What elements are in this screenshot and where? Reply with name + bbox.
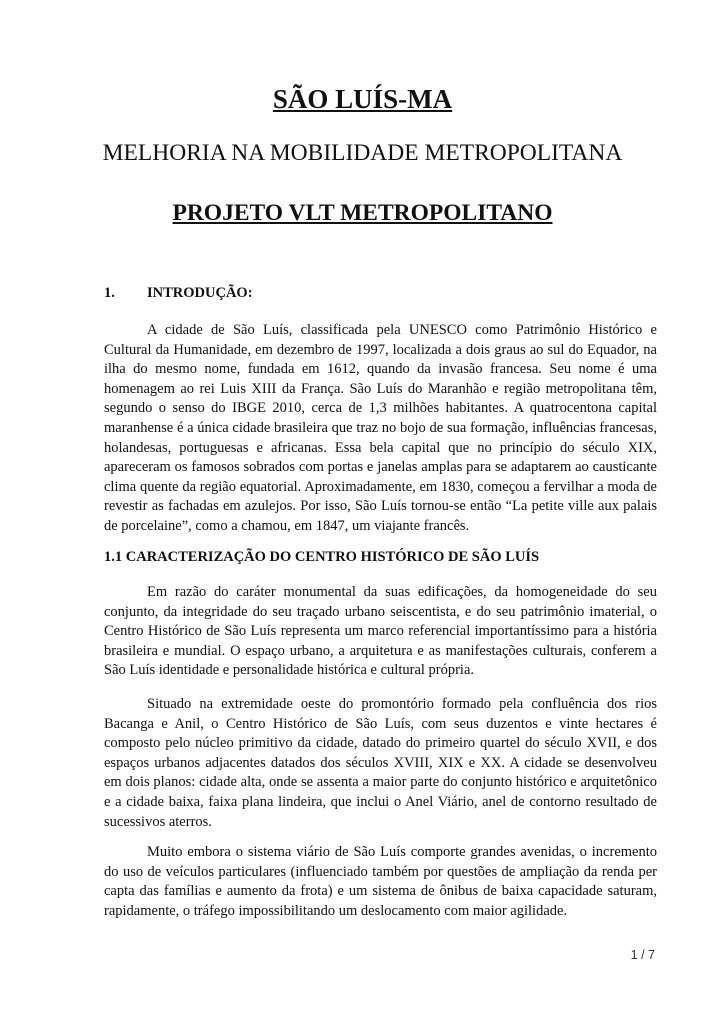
- section-1-body: [104, 321, 657, 537]
- paragraph: A cidade de São Luís, classificada pela UNESCO como Patrimônio Histórico e Cultural da Humanidade, em dezembro de 1997, localizada a dois graus ao sul do Equador, na ilha do mesmo nome, fundada em 1612, quando da invasão francesa. Seu nome é uma homenagem ao rei Luis XIII da França. São Luís do Maranhão e região metropolitana têm, segundo o senso do IBGE 2010, cerca de 1,3 milhões habitantes. A quatrocentona capital maranhense é a única cidade brasileira que traz no bojo de sua formação, influências francesas, holandesas, portuguesas e africanas. Essa bela capital que no princípio do século XIX, apareceram os famosos sobrados com portas e janelas amplas para se adaptarem ao causticante clima quente da região equatorial. Aproximadamente, em 1830, começou a fervilhar a moda de revestir as fachadas em azulejos. Por isso, São Luís tornou-se então “La petite ville aux palais de porcelaine”, como a chamou, em 1847, um viajante francês.: [104, 322, 657, 534]
- page-number: 1 / 7: [630, 948, 655, 962]
- document-title: SÃO LUÍS-MA: [272, 84, 453, 114]
- project-title: PROJETO VLT METROPOLITANO: [172, 200, 553, 226]
- section-1-1-paragraph-3: [104, 843, 657, 921]
- section-1-1-paragraph-2: [104, 695, 657, 832]
- paragraph: Muito embora o sistema viário de São Luís comporte grandes avenidas, o incremento do uso de veículos particulares (influenciado também por questões de ampliação da renda per capta das famílias e aumento da frota) e um sistema de ônibus de baixa capacidade saturam, rapidamente, o tráfego impossibilitando um deslocamento com maior agilidade.: [104, 844, 657, 919]
- section-1-1-heading: 1.1 CARACTERIZAÇÃO DO CENTRO HISTÓRICO DE SÃO LUÍS: [104, 549, 540, 565]
- section-1-heading-text: INTRODUÇÃO:: [147, 285, 253, 301]
- section-1-1-paragraph-1: [104, 583, 657, 681]
- paragraph: Situado na extremidade oeste do promontório formado pela confluência dos rios Bacanga e Anil, o Centro Histórico de São Luís, com seus duzentos e vinte hectares é composto pelo núcleo primitivo da cidade, datado do primeiro quartel do século XVII, e dos espaços urbanos adjacentes datados dos séculos XVIII, XIX e XX. A cidade se desenvolveu em dois planos: cidade alta, onde se assenta a maior parte do conjunto histórico e arquitetônico e a cidade baixa, faixa plana lindeira, que inclui o Anel Viário, anel de contorno resultado de sucessivos aterros.: [104, 696, 657, 830]
- section-1-heading: [104, 285, 253, 302]
- document-subtitle: MELHORIA NA MOBILIDADE METROPOLITANA: [102, 140, 623, 166]
- section-1-number: 1.: [104, 285, 115, 301]
- paragraph: Em razão do caráter monumental da suas edificações, da homogeneidade do seu conjunto, da integridade do seu traçado urbano seiscentista, e do seu patrimônio imaterial, o Centro Histórico de São Luís representa um marco referencial importantíssimo para a história brasileira e mundial. O espaço urbano, a arquitetura e as manifestações culturais, conferem a São Luís identidade e personalidade histórica e cultural própria.: [104, 584, 657, 679]
